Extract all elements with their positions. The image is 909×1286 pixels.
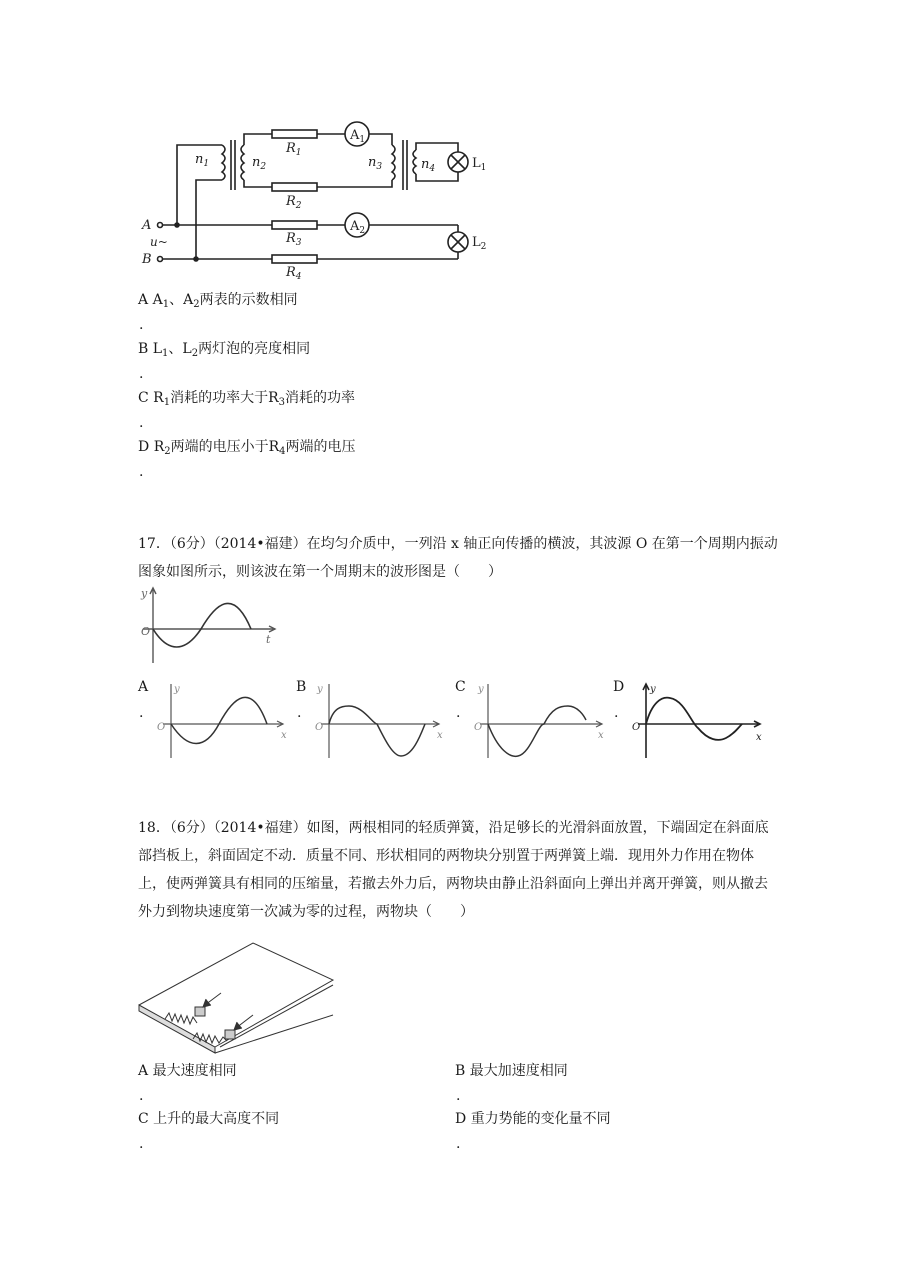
- q17-option-c-graph: [470, 680, 610, 760]
- q18-option-c[interactable]: C 上升的最大高度不同: [138, 1111, 280, 1127]
- q17-d-o: O: [632, 722, 641, 733]
- label-n3: $n_3$: [368, 155, 383, 172]
- q17-a-y: y: [174, 684, 180, 695]
- q18-option-a-text: 最大速度相同: [152, 1063, 237, 1079]
- q17-b-o: O: [315, 722, 324, 733]
- q18-option-c-dot: .: [139, 1136, 144, 1152]
- q16-option-d-dot: .: [139, 464, 144, 480]
- q17-a-x: x: [281, 730, 287, 741]
- label-A: A: [142, 218, 152, 233]
- label-u: u~: [150, 235, 168, 249]
- q16-option-a-text: $A_1$、$A_2$两表的示数相同: [152, 292, 298, 310]
- label-n2: $n_2$: [252, 155, 267, 172]
- q16-option-b[interactable]: B $L_1$、$L_2$两灯泡的亮度相同: [138, 341, 311, 359]
- label-A2: $A_2$: [350, 219, 366, 236]
- q17-c-x: x: [598, 730, 604, 741]
- q17-a-o: O: [157, 722, 166, 733]
- q16-option-a[interactable]: A $A_1$、$A_2$两表的示数相同: [138, 292, 298, 310]
- q17-option-a-graph: [153, 680, 293, 760]
- label-L2: $L_2$: [472, 235, 487, 252]
- label-R1: $R_1$: [286, 141, 302, 158]
- q17-option-d-dot: .: [614, 705, 619, 721]
- q17-option-b-graph: [311, 680, 451, 760]
- q17-option-a[interactable]: A: [138, 679, 149, 695]
- q17-main-t: t: [266, 633, 271, 646]
- q17-c-y: y: [478, 684, 484, 695]
- q16-option-c[interactable]: C $R_1$消耗的功率大于$R_3$消耗的功率: [138, 390, 356, 408]
- q18-option-a-dot: .: [139, 1088, 144, 1104]
- q17-b-x: x: [437, 730, 443, 741]
- q17-option-d-graph: [628, 680, 768, 760]
- q16-option-c-text: $R_1$消耗的功率大于$R_3$消耗的功率: [153, 390, 356, 408]
- q17-d-x: x: [756, 732, 762, 743]
- q17-stem: 17．（6分）（2014•福建）在均匀介质中，一列沿 x 轴正向传播的横波，其波源 O 在第一个周期内振动图象如图所示，则该波在第一个周期末的波形图是（ ）: [138, 536, 778, 580]
- q18-option-a[interactable]: A 最大速度相同: [138, 1063, 237, 1079]
- q16-option-b-dot: .: [139, 366, 144, 382]
- q17-option-c[interactable]: C: [455, 679, 466, 695]
- q17-d-y: y: [650, 684, 656, 695]
- q16-option-a-dot: .: [139, 317, 144, 333]
- q18-stem: 18．（6分）（2014•福建）如图，两根相同的轻质弹簧，沿足够长的光滑斜面放置，下端固定在斜面底部挡板上，斜面固定不动．质量不同、形状相同的两物块分别置于两弹簧上端．现用外力作用在物体上，使两弹簧具有相同的压缩量，若撤去外力后，两物块由静止沿斜面向上弹出并离开弹簧，则从撤去外力到物块速度第一次减为零的过程，两物块（ ）: [138, 820, 769, 920]
- q16-option-d-text: $R_2$两端的电压小于$R_4$两端的电压: [153, 439, 356, 457]
- label-n1: $n_1$: [195, 152, 210, 169]
- label-A1: $A_1$: [350, 128, 366, 145]
- q16-option-d[interactable]: D $R_2$两端的电压小于$R_4$两端的电压: [138, 439, 356, 457]
- q16-option-c-dot: .: [139, 415, 144, 431]
- q18-option-b-dot: .: [456, 1088, 461, 1104]
- q17-option-b-dot: .: [297, 705, 302, 721]
- q17-c-o: O: [474, 722, 483, 733]
- q18-option-b[interactable]: B 最大加速度相同: [455, 1063, 568, 1079]
- q17-main-y: y: [141, 587, 148, 600]
- q16-option-b-text: $L_1$、$L_2$两灯泡的亮度相同: [152, 341, 311, 359]
- q18-option-b-text: 最大加速度相同: [469, 1063, 568, 1079]
- label-L1: $L_1$: [472, 156, 487, 173]
- q18-option-c-text: 上升的最大高度不同: [153, 1111, 280, 1127]
- q17-option-a-dot: .: [139, 705, 144, 721]
- q17-main-o: O: [141, 625, 151, 638]
- q18-option-d-dot: .: [456, 1136, 461, 1152]
- label-R4: $R_4$: [286, 265, 302, 282]
- q17-b-y: y: [317, 684, 323, 695]
- label-R2: $R_2$: [286, 194, 302, 211]
- label-R3: $R_3$: [286, 231, 302, 248]
- q17-option-b[interactable]: B: [296, 679, 307, 695]
- q17-vibration-graph: [135, 585, 280, 665]
- label-B: B: [142, 252, 152, 267]
- q18-option-d-text: 重力势能的变化量不同: [470, 1111, 611, 1127]
- q17-option-c-dot: .: [456, 705, 461, 721]
- label-n4: $n_4$: [421, 157, 436, 174]
- transformer-circuit-diagram: [130, 115, 510, 282]
- q18-option-d[interactable]: D 重力势能的变化量不同: [455, 1111, 611, 1127]
- q17-option-d[interactable]: D: [613, 679, 625, 695]
- q18-incline-spring-figure: [135, 935, 340, 1060]
